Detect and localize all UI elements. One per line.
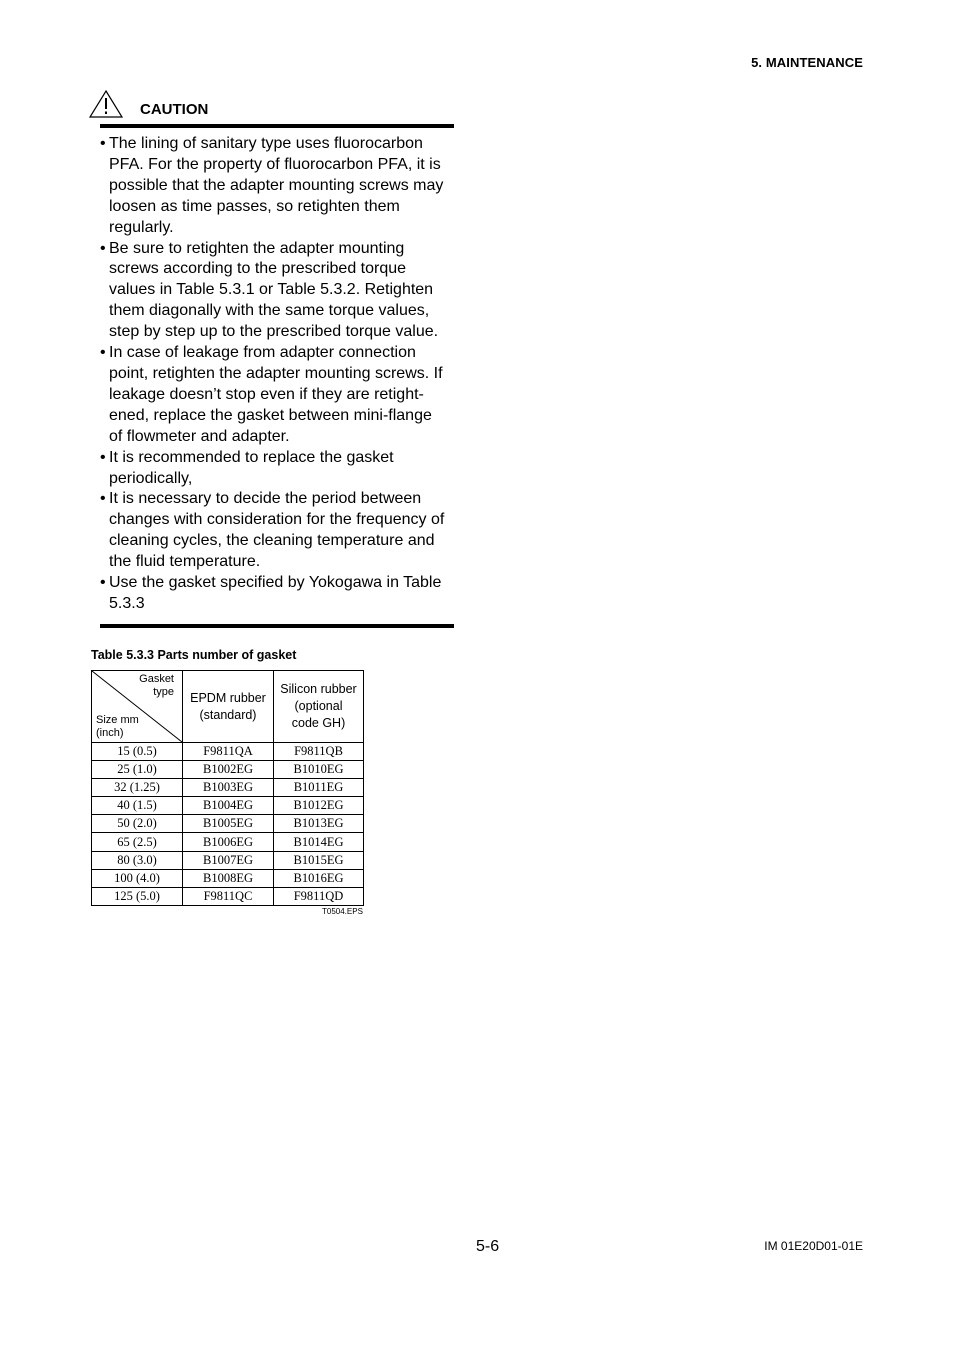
bullet-line: Be sure to retighten the adapter mounting (109, 239, 405, 257)
document-id: IM 01E20D01-01E (764, 1239, 863, 1253)
size-cell: 40 (1.5) (92, 797, 183, 815)
bullet-line: of flowmeter and adapter. (109, 427, 290, 445)
corner-header-bottom (96, 714, 139, 740)
epdm-part-cell: B1005EG (183, 815, 274, 833)
corner-header-line: type (153, 686, 174, 698)
bullet-line: It is recommended to replace the gasket (109, 448, 394, 466)
bullet-line: changes with consideration for the frequency of (109, 511, 445, 529)
silicon-part-cell: B1015EG (274, 851, 364, 869)
bullet-dot: • (100, 239, 106, 257)
table-row (92, 815, 364, 833)
page-number: 5-6 (476, 1238, 500, 1255)
bullet-dot: • (100, 574, 106, 592)
section-header: 5. MAINTENANCE (751, 55, 863, 70)
silicon-part-cell: B1016EG (274, 869, 364, 887)
table-row (92, 743, 364, 761)
silicon-part-cell: B1013EG (274, 815, 364, 833)
table-body (92, 743, 364, 906)
caution-bullet (100, 489, 460, 573)
table-row (92, 779, 364, 797)
epdm-part-cell: B1002EG (183, 761, 274, 779)
bullet-line: values in Table 5.3.1 or Table 5.3.2. Retighten (109, 281, 434, 299)
caution-bullet (100, 239, 460, 344)
caution-bottom-rule (100, 624, 454, 628)
caution-bullet (100, 573, 460, 615)
header-line: EPDM rubber (190, 690, 266, 705)
caution-heading (88, 89, 454, 125)
bullet-dot: • (100, 135, 106, 152)
silicon-part-cell: B1012EG (274, 797, 364, 815)
warning-triangle-icon (88, 89, 124, 121)
size-cell: 32 (1.25) (92, 779, 183, 797)
caution-bullet (100, 134, 460, 239)
bullet-dot: • (100, 344, 106, 362)
bullet-line: It is necessary to decide the period between (109, 490, 422, 508)
header-line: (optional (294, 699, 343, 713)
bullet-line: periodically, (109, 469, 193, 487)
epdm-column-header (183, 671, 274, 743)
silicon-part-cell: F9811QD (274, 887, 364, 905)
bullet-line: The lining of sanitary type uses fluorocarbon (109, 135, 423, 152)
silicon-part-cell: B1014EG (274, 833, 364, 851)
bullet-line: ened, replace the gasket between mini-flange (109, 406, 432, 424)
header-line: (standard) (199, 707, 257, 722)
table-row (92, 797, 364, 815)
bullet-line: cleaning cycles, the cleaning temperature and (109, 532, 435, 550)
header-line: code GH) (291, 716, 346, 730)
bullet-line: 5.3.3 (109, 594, 145, 612)
table-row (92, 833, 364, 851)
bullet-line: regularly. (109, 218, 174, 236)
bullet-line: leakage doesn’t stop even if they are retight- (109, 385, 424, 403)
bullet-line: step by step up to the prescribed torque value. (109, 323, 439, 341)
corner-header-cell (92, 671, 183, 743)
epdm-part-cell: F9811QC (183, 887, 274, 905)
silicon-part-cell: B1011EG (274, 779, 364, 797)
caution-bullet (100, 448, 460, 490)
epdm-part-cell: B1003EG (183, 779, 274, 797)
bullet-line: point, retighten the adapter mounting screws. If (109, 364, 443, 382)
epdm-part-cell: B1007EG (183, 851, 274, 869)
table-header-row (92, 671, 364, 743)
epdm-part-cell: F9811QA (183, 743, 274, 761)
caution-bullet-list (100, 134, 460, 615)
size-cell: 15 (0.5) (92, 743, 183, 761)
bullet-line: loosen as time passes, so retighten them (109, 197, 400, 215)
eps-file-tag: T0504.EPS (322, 907, 363, 916)
table-row (92, 887, 364, 905)
epdm-part-cell: B1008EG (183, 869, 274, 887)
table-row (92, 761, 364, 779)
bullet-line: In case of leakage from adapter connection (109, 344, 416, 362)
bullet-line: them diagonally with the same torque values, (109, 302, 430, 320)
size-cell: 50 (2.0) (92, 815, 183, 833)
silicon-part-cell: B1010EG (274, 761, 364, 779)
corner-header-line: (inch) (96, 727, 124, 739)
gasket-parts-table (91, 670, 364, 906)
size-cell: 80 (3.0) (92, 851, 183, 869)
table-caption: Table 5.3.3 Parts number of gasket (91, 648, 297, 662)
bullet-line: the fluid temperature. (109, 553, 261, 571)
caution-bullet (100, 343, 460, 448)
table-row (92, 869, 364, 887)
bullet-line: Use the gasket specified by Yokogawa in Table (109, 574, 442, 592)
caution-label: CAUTION (140, 101, 209, 118)
epdm-part-cell: B1004EG (183, 797, 274, 815)
epdm-part-cell: B1006EG (183, 833, 274, 851)
bullet-dot: • (100, 490, 106, 508)
size-cell: 125 (5.0) (92, 887, 183, 905)
caution-top-rule (100, 124, 454, 128)
silicon-part-cell: F9811QB (274, 743, 364, 761)
table-row (92, 851, 364, 869)
corner-header-line: Gasket (139, 673, 174, 685)
bullet-dot: • (100, 448, 106, 466)
size-cell: 100 (4.0) (92, 869, 183, 887)
header-line: Silicon rubber (280, 682, 357, 696)
size-cell: 25 (1.0) (92, 761, 183, 779)
bullet-line: PFA. For the property of fluorocarbon PFA, it is (109, 155, 441, 173)
bullet-line: possible that the adapter mounting screws may (109, 176, 444, 194)
bullet-line: screws according to the prescribed torque (109, 260, 407, 278)
corner-header-line: Size mm (96, 714, 139, 726)
size-cell: 65 (2.5) (92, 833, 183, 851)
corner-header-top (139, 673, 174, 699)
silicon-column-header (274, 671, 364, 743)
